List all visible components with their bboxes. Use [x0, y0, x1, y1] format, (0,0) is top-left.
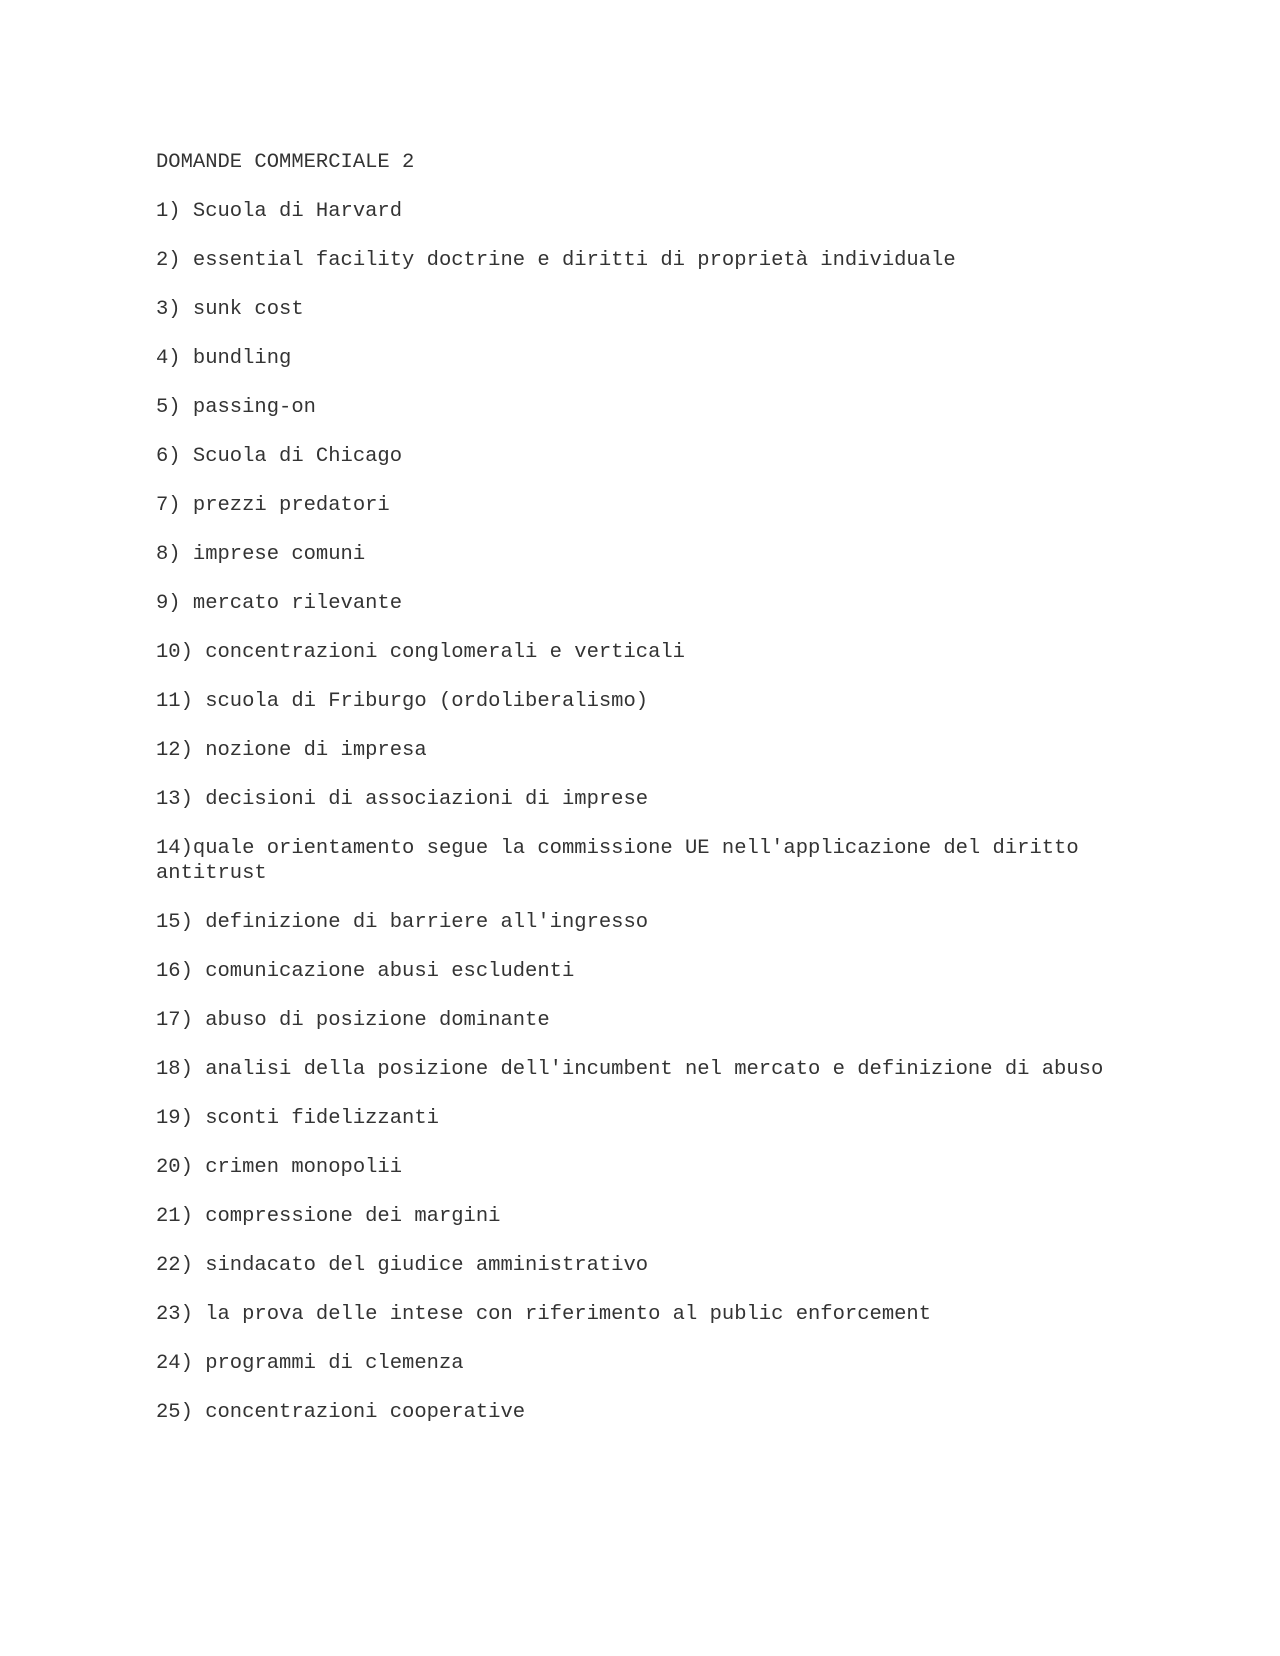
- question-item-16: 16) comunicazione abusi escludenti: [156, 960, 575, 983]
- question-item-3: 3) sunk cost: [156, 298, 304, 321]
- question-item-2: 2) essential facility doctrine e diritti di proprietà individuale: [156, 249, 956, 272]
- question-item-22: 22) sindacato del giudice amministrativo: [156, 1254, 649, 1277]
- question-item-7: 7) prezzi predatori: [156, 494, 390, 517]
- document-title: DOMANDE COMMERCIALE 2: [156, 151, 415, 174]
- question-item-11: 11) scuola di Friburgo (ordoliberalismo): [156, 690, 649, 713]
- question-item-15: 15) definizione di barriere all'ingresso: [156, 911, 649, 934]
- question-item-19: 19) sconti fidelizzanti: [156, 1107, 439, 1130]
- question-item-9: 9) mercato rilevante: [156, 592, 403, 615]
- question-item-20: 20) crimen monopolii: [156, 1156, 403, 1179]
- question-item-6: 6) Scuola di Chicago: [156, 445, 403, 468]
- question-item-24: 24) programmi di clemenza: [156, 1352, 464, 1375]
- question-item-10: 10) concentrazioni conglomerali e verticali: [156, 641, 685, 664]
- question-item-4: 4) bundling: [156, 347, 292, 370]
- question-item-5: 5) passing-on: [156, 396, 316, 419]
- question-item-13: 13) decisioni di associazioni di imprese: [156, 788, 649, 811]
- question-item-25: 25) concentrazioni cooperative: [156, 1401, 526, 1424]
- question-item-8: 8) imprese comuni: [156, 543, 366, 566]
- question-item-21: 21) compressione dei margini: [156, 1205, 501, 1228]
- question-item-1: 1) Scuola di Harvard: [156, 200, 403, 223]
- document-page: [156, 150, 1156, 1449]
- question-item-14: 14)quale orientamento segue la commissione UE nell'applicazione del diritto antitrust: [156, 837, 1091, 885]
- question-item-23: 23) la prova delle intese con riferimento al public enforcement: [156, 1303, 932, 1326]
- question-item-18: 18) analisi della posizione dell'incumbent nel mercato e definizione di abuso: [156, 1058, 1104, 1081]
- question-item-12: 12) nozione di impresa: [156, 739, 427, 762]
- question-item-17: 17) abuso di posizione dominante: [156, 1009, 550, 1032]
